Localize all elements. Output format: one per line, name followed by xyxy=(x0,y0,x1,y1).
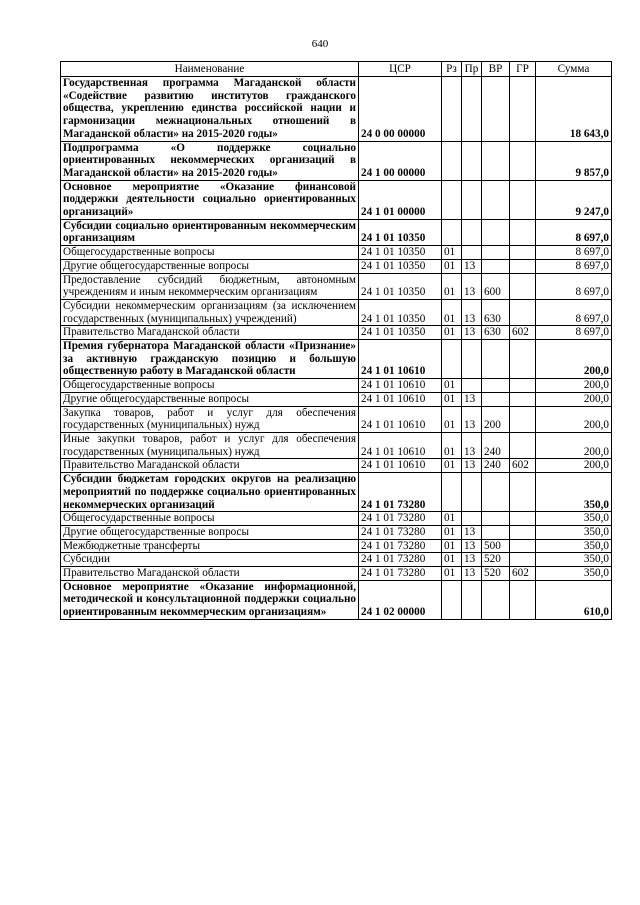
row-vr-cell xyxy=(482,259,510,273)
row-pr-cell xyxy=(462,141,482,180)
row-gr-cell xyxy=(510,77,536,142)
row-name-cell: Субсидии социально ориентированным некоммерческим организациям xyxy=(61,219,359,245)
row-vr-cell xyxy=(482,473,510,512)
row-name-cell: Правительство Магаданской области xyxy=(61,459,359,473)
row-vr-cell: 240 xyxy=(482,459,510,473)
row-rz-cell xyxy=(442,219,462,245)
row-rz-cell xyxy=(442,180,462,219)
row-gr-cell xyxy=(510,259,536,273)
page-number: 640 xyxy=(311,38,329,50)
row-sum-cell: 350,0 xyxy=(536,553,612,567)
row-csr-cell: 24 1 02 00000 xyxy=(359,580,442,619)
row-sum-cell: 350,0 xyxy=(536,567,612,581)
row-pr-cell xyxy=(462,180,482,219)
row-csr-cell: 24 1 01 10610 xyxy=(359,340,442,379)
row-name-cell: Закупка товаров, работ и услуг для обеспечения государственных (муниципальных) нужд xyxy=(61,406,359,432)
table-row xyxy=(61,141,612,180)
row-vr-cell: 200 xyxy=(482,406,510,432)
row-pr-cell: 13 xyxy=(462,553,482,567)
row-pr-cell xyxy=(462,246,482,260)
row-csr-cell: 24 1 01 73280 xyxy=(359,553,442,567)
row-csr-cell: 24 1 00 00000 xyxy=(359,141,442,180)
row-name-cell: Иные закупки товаров, работ и услуг для обеспечения государственных (муниципальных) нужд xyxy=(61,432,359,458)
table-row xyxy=(61,77,612,142)
row-rz-cell xyxy=(442,340,462,379)
row-pr-cell: 13 xyxy=(462,539,482,553)
row-vr-cell xyxy=(482,246,510,260)
table-row xyxy=(61,273,612,299)
row-pr-cell: 13 xyxy=(462,525,482,539)
row-sum-cell: 200,0 xyxy=(536,340,612,379)
row-vr-cell: 520 xyxy=(482,567,510,581)
row-gr-cell xyxy=(510,473,536,512)
row-name-cell: Другие общегосударственные вопросы xyxy=(61,525,359,539)
row-sum-cell: 18 643,0 xyxy=(536,77,612,142)
table-row xyxy=(61,392,612,406)
row-rz-cell: 01 xyxy=(442,379,462,393)
row-gr-cell xyxy=(510,246,536,260)
row-rz-cell: 01 xyxy=(442,512,462,526)
row-csr-cell: 24 1 01 73280 xyxy=(359,525,442,539)
table-row xyxy=(61,525,612,539)
table-row xyxy=(61,432,612,458)
row-vr-cell: 630 xyxy=(482,326,510,340)
row-name-cell: Другие общегосударственные вопросы xyxy=(61,259,359,273)
row-sum-cell: 200,0 xyxy=(536,432,612,458)
row-vr-cell: 520 xyxy=(482,553,510,567)
row-vr-cell: 600 xyxy=(482,273,510,299)
row-pr-cell xyxy=(462,219,482,245)
row-csr-cell: 24 1 01 10350 xyxy=(359,259,442,273)
row-sum-cell: 350,0 xyxy=(536,512,612,526)
row-rz-cell: 01 xyxy=(442,567,462,581)
row-vr-cell xyxy=(482,340,510,379)
row-sum-cell: 200,0 xyxy=(536,406,612,432)
row-rz-cell xyxy=(442,580,462,619)
row-pr-cell: 13 xyxy=(462,432,482,458)
header-csr: ЦСР xyxy=(359,62,442,77)
row-gr-cell xyxy=(510,141,536,180)
row-gr-cell xyxy=(510,379,536,393)
row-csr-cell: 24 1 01 73280 xyxy=(359,512,442,526)
table-row xyxy=(61,580,612,619)
row-csr-cell: 24 1 01 73280 xyxy=(359,473,442,512)
row-rz-cell xyxy=(442,473,462,512)
table-row xyxy=(61,259,612,273)
row-pr-cell xyxy=(462,379,482,393)
table-row xyxy=(61,473,612,512)
row-rz-cell: 01 xyxy=(442,326,462,340)
row-csr-cell: 24 0 00 00000 xyxy=(359,77,442,142)
row-rz-cell: 01 xyxy=(442,259,462,273)
row-name-cell: Общегосударственные вопросы xyxy=(61,246,359,260)
row-sum-cell: 8 697,0 xyxy=(536,299,612,325)
row-gr-cell: 602 xyxy=(510,326,536,340)
row-gr-cell xyxy=(510,539,536,553)
row-rz-cell xyxy=(442,141,462,180)
table-row xyxy=(61,459,612,473)
row-sum-cell: 200,0 xyxy=(536,379,612,393)
row-name-cell: Основное мероприятие «Оказание финансовой поддержки деятельности социально ориентированных организаций» xyxy=(61,180,359,219)
row-pr-cell xyxy=(462,512,482,526)
row-rz-cell: 01 xyxy=(442,246,462,260)
row-name-cell: Предоставление субсидий бюджетным, автономным учреждениям и иным некоммерческим организациям xyxy=(61,273,359,299)
row-vr-cell xyxy=(482,141,510,180)
row-gr-cell xyxy=(510,580,536,619)
row-rz-cell: 01 xyxy=(442,459,462,473)
row-sum-cell: 8 697,0 xyxy=(536,219,612,245)
row-pr-cell: 13 xyxy=(462,459,482,473)
header-name: Наименование xyxy=(61,62,359,77)
row-csr-cell: 24 1 01 73280 xyxy=(359,567,442,581)
table-row xyxy=(61,379,612,393)
table-row xyxy=(61,567,612,581)
row-sum-cell: 8 697,0 xyxy=(536,246,612,260)
row-name-cell: Субсидии некоммерческим организациям (за исключением государственных (муниципальных) учреждений) xyxy=(61,299,359,325)
row-vr-cell xyxy=(482,580,510,619)
row-sum-cell: 8 697,0 xyxy=(536,326,612,340)
row-name-cell: Субсидии xyxy=(61,553,359,567)
row-csr-cell: 24 1 01 10350 xyxy=(359,246,442,260)
row-sum-cell: 350,0 xyxy=(536,473,612,512)
row-rz-cell: 01 xyxy=(442,392,462,406)
header-row xyxy=(61,62,612,77)
row-name-cell: Правительство Магаданской области xyxy=(61,326,359,340)
table-row xyxy=(61,299,612,325)
row-vr-cell: 500 xyxy=(482,539,510,553)
table-row xyxy=(61,246,612,260)
row-gr-cell xyxy=(510,512,536,526)
row-pr-cell: 13 xyxy=(462,273,482,299)
row-name-cell: Общегосударственные вопросы xyxy=(61,512,359,526)
row-vr-cell xyxy=(482,379,510,393)
row-rz-cell: 01 xyxy=(442,432,462,458)
row-sum-cell: 350,0 xyxy=(536,539,612,553)
row-pr-cell xyxy=(462,473,482,512)
table-row xyxy=(61,539,612,553)
row-vr-cell xyxy=(482,219,510,245)
row-gr-cell xyxy=(510,432,536,458)
row-sum-cell: 610,0 xyxy=(536,580,612,619)
row-gr-cell xyxy=(510,406,536,432)
row-rz-cell xyxy=(442,77,462,142)
row-csr-cell: 24 1 01 10610 xyxy=(359,379,442,393)
row-vr-cell xyxy=(482,77,510,142)
header-pr: Пр xyxy=(462,62,482,77)
row-name-cell: Правительство Магаданской области xyxy=(61,567,359,581)
row-csr-cell: 24 1 01 10610 xyxy=(359,432,442,458)
row-pr-cell: 13 xyxy=(462,299,482,325)
table-row xyxy=(61,219,612,245)
row-gr-cell: 602 xyxy=(510,567,536,581)
table-row xyxy=(61,406,612,432)
row-gr-cell xyxy=(510,180,536,219)
row-sum-cell: 350,0 xyxy=(536,525,612,539)
row-csr-cell: 24 1 01 00000 xyxy=(359,180,442,219)
row-csr-cell: 24 1 01 73280 xyxy=(359,539,442,553)
row-rz-cell: 01 xyxy=(442,299,462,325)
row-gr-cell xyxy=(510,340,536,379)
row-pr-cell: 13 xyxy=(462,567,482,581)
table-row xyxy=(61,340,612,379)
row-vr-cell xyxy=(482,525,510,539)
row-vr-cell: 240 xyxy=(482,432,510,458)
row-pr-cell: 13 xyxy=(462,406,482,432)
table-row xyxy=(61,180,612,219)
row-csr-cell: 24 1 01 10610 xyxy=(359,392,442,406)
header-rz: Рз xyxy=(442,62,462,77)
row-vr-cell xyxy=(482,392,510,406)
row-vr-cell: 630 xyxy=(482,299,510,325)
row-pr-cell: 13 xyxy=(462,326,482,340)
row-gr-cell xyxy=(510,553,536,567)
row-vr-cell xyxy=(482,180,510,219)
row-sum-cell: 8 697,0 xyxy=(536,273,612,299)
row-sum-cell: 200,0 xyxy=(536,392,612,406)
row-rz-cell: 01 xyxy=(442,273,462,299)
row-pr-cell xyxy=(462,77,482,142)
row-gr-cell xyxy=(510,219,536,245)
row-name-cell: Общегосударственные вопросы xyxy=(61,379,359,393)
row-csr-cell: 24 1 01 10610 xyxy=(359,406,442,432)
row-name-cell: Государственная программа Магаданской области «Содействие развитию институтов гражданского общества, укреплению единства российской нации и гармонизации межнациональных отношений в Магаданской области» на 2015-2020 годы» xyxy=(61,77,359,142)
row-rz-cell: 01 xyxy=(442,539,462,553)
row-csr-cell: 24 1 01 10350 xyxy=(359,273,442,299)
row-sum-cell: 8 697,0 xyxy=(536,259,612,273)
row-pr-cell: 13 xyxy=(462,392,482,406)
row-pr-cell xyxy=(462,340,482,379)
header-vr: ВР xyxy=(482,62,510,77)
row-sum-cell: 200,0 xyxy=(536,459,612,473)
table-row xyxy=(61,512,612,526)
row-rz-cell: 01 xyxy=(442,553,462,567)
row-name-cell: Основное мероприятие «Оказание информационной, методической и консультационной поддержки социально ориентированным некоммерческим организациям» xyxy=(61,580,359,619)
row-csr-cell: 24 1 01 10610 xyxy=(359,459,442,473)
table-row xyxy=(61,553,612,567)
row-sum-cell: 9 857,0 xyxy=(536,141,612,180)
row-csr-cell: 24 1 01 10350 xyxy=(359,326,442,340)
row-sum-cell: 9 247,0 xyxy=(536,180,612,219)
budget-table xyxy=(60,61,612,620)
row-gr-cell xyxy=(510,392,536,406)
row-csr-cell: 24 1 01 10350 xyxy=(359,219,442,245)
row-gr-cell xyxy=(510,273,536,299)
row-rz-cell: 01 xyxy=(442,525,462,539)
row-rz-cell: 01 xyxy=(442,406,462,432)
table-row xyxy=(61,326,612,340)
row-gr-cell xyxy=(510,525,536,539)
row-name-cell: Межбюджетные трансферты xyxy=(61,539,359,553)
header-sum: Сумма xyxy=(536,62,612,77)
row-gr-cell: 602 xyxy=(510,459,536,473)
row-gr-cell xyxy=(510,299,536,325)
row-name-cell: Премия губернатора Магаданской области «Признание» за активную гражданскую позицию и большую общественную работу в Магаданской области xyxy=(61,340,359,379)
row-name-cell: Подпрограмма «О поддержке социально ориентированных некоммерческих организаций в Магаданской области» на 2015-2020 годы» xyxy=(61,141,359,180)
row-pr-cell: 13 xyxy=(462,259,482,273)
row-pr-cell xyxy=(462,580,482,619)
row-csr-cell: 24 1 01 10350 xyxy=(359,299,442,325)
header-gr: ГР xyxy=(510,62,536,77)
row-name-cell: Субсидии бюджетам городских округов на реализацию мероприятий по поддержке социально ориентированных некоммерческих организаций xyxy=(61,473,359,512)
table-body xyxy=(61,77,612,620)
row-vr-cell xyxy=(482,512,510,526)
row-name-cell: Другие общегосударственные вопросы xyxy=(61,392,359,406)
